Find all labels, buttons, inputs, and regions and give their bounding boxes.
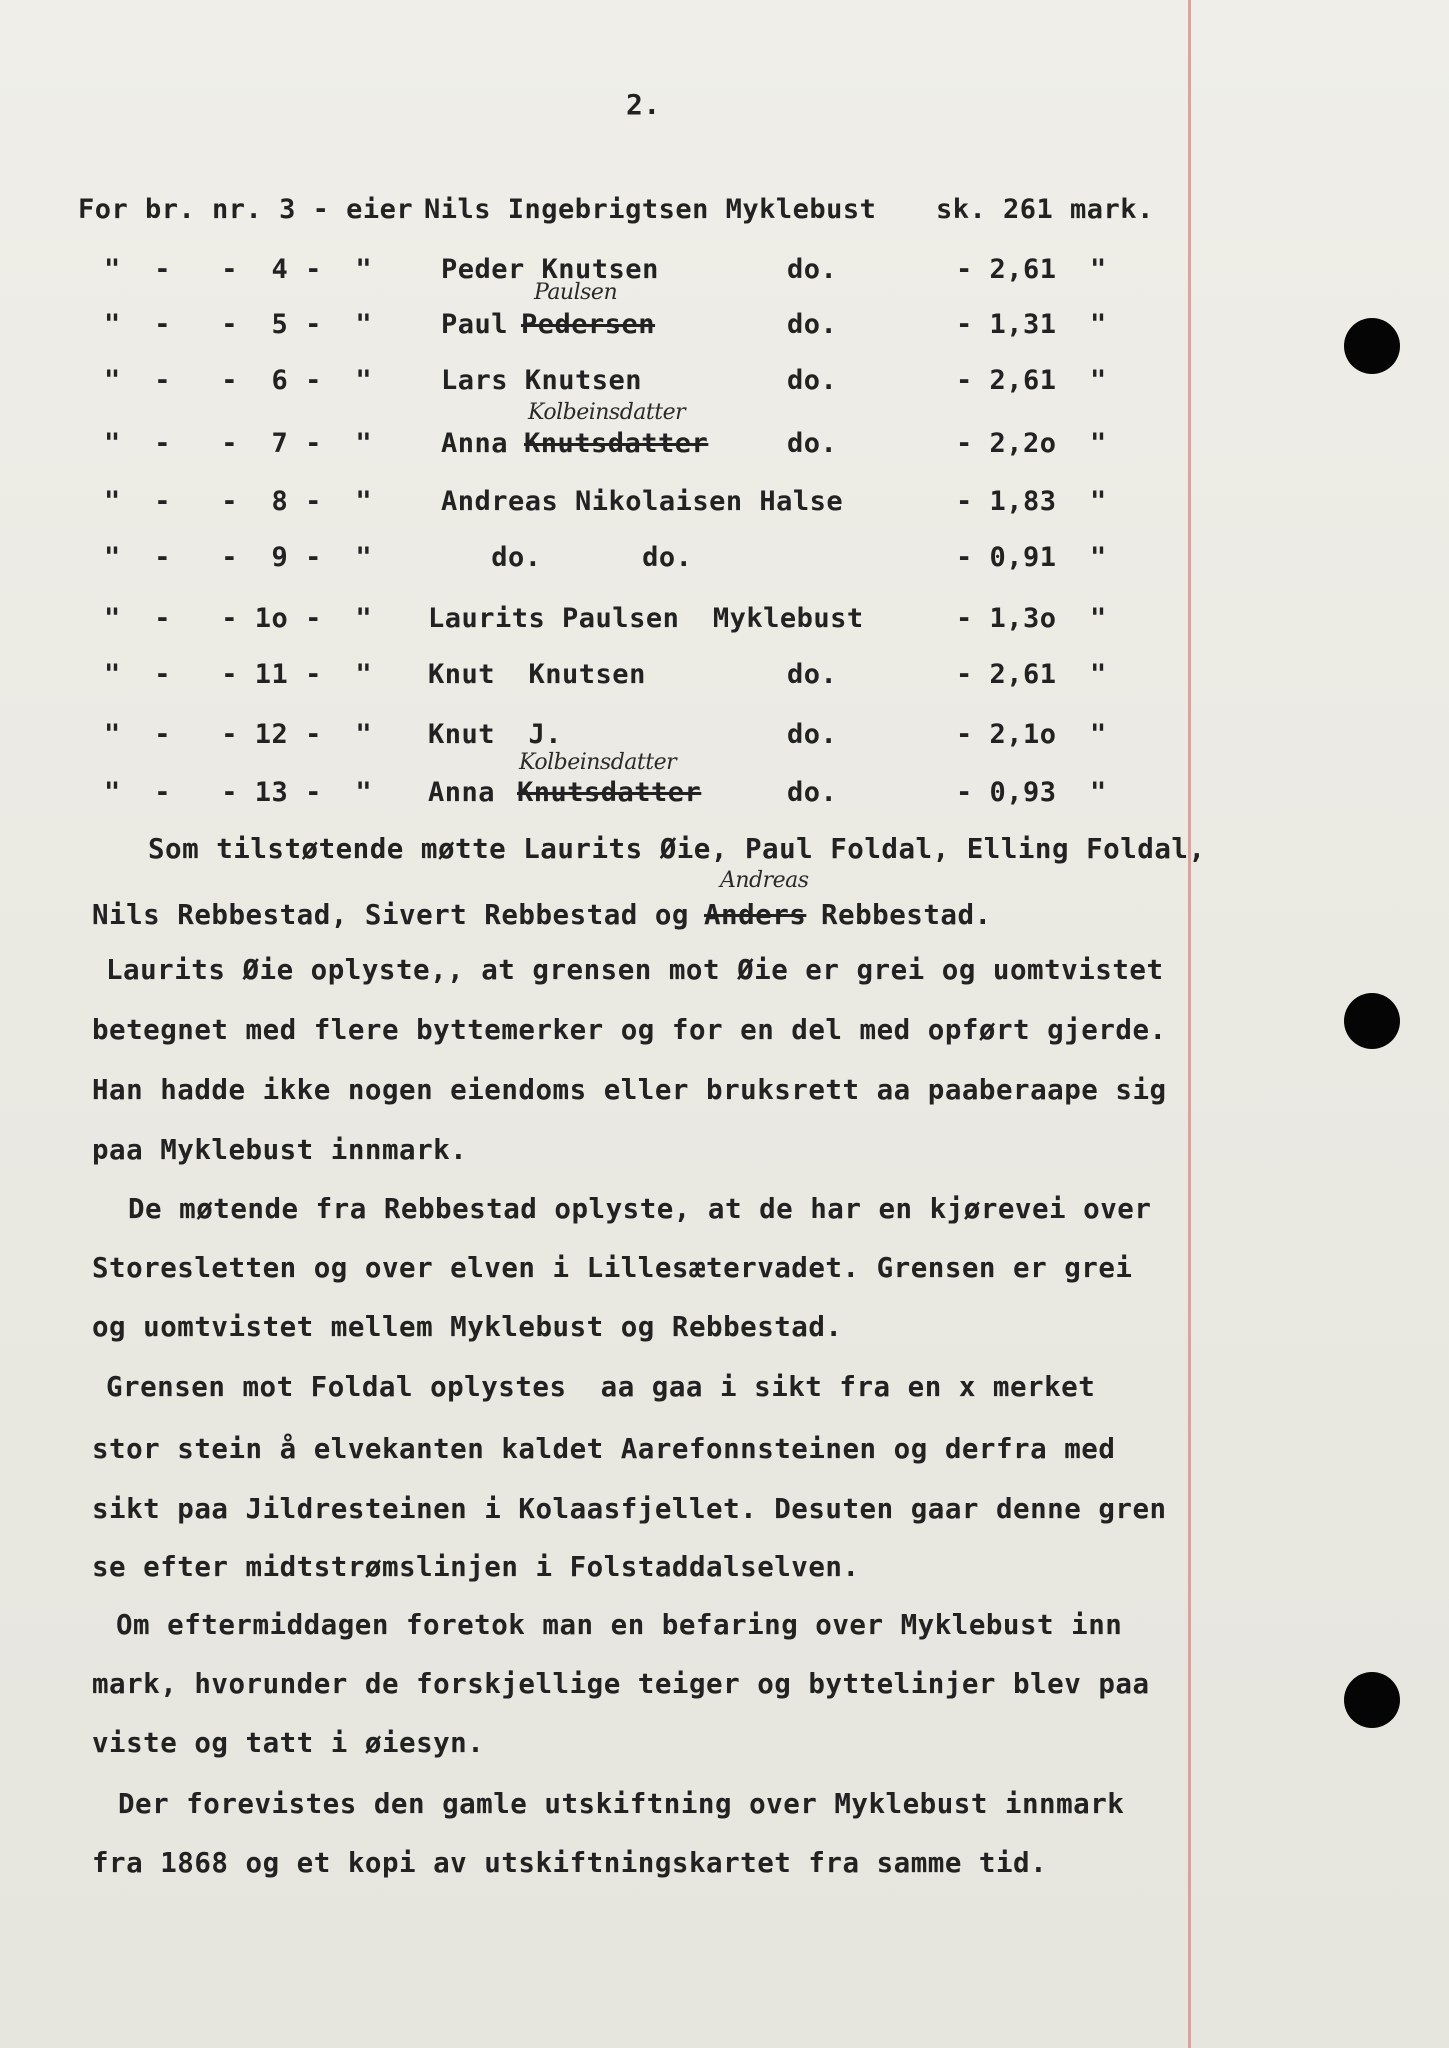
- text-line: Som tilstøtende møtte Laurits Øie, Paul Foldal, Elling Foldal,: [148, 833, 1206, 865]
- handwritten-insert: Andreas: [720, 868, 809, 893]
- row-prefix: " - - 7 - ": [104, 428, 373, 459]
- row-value: - 0,93 ": [956, 777, 1107, 808]
- text-line: sikt paa Jildresteinen i Kolaasfjellet. Desuten gaar denne gren: [92, 1493, 1167, 1525]
- text-line: stor stein å elvekanten kaldet Aarefonnsteinen og derfra med: [92, 1433, 1116, 1465]
- row-name: Andreas Nikolaisen Halse: [441, 486, 844, 517]
- text-line: Laurits Øie oplyste,, at grensen mot Øie er grei og uomtvistet: [106, 954, 1164, 986]
- punch-hole: [1344, 993, 1400, 1049]
- punch-hole: [1344, 1672, 1400, 1728]
- row-name: Lars Knutsen: [441, 365, 643, 396]
- row-ditto: do.: [787, 777, 838, 808]
- struck-word: Knutsdatter: [524, 428, 709, 459]
- row-value: - 1,3o ": [956, 603, 1107, 634]
- row-ditto: do.: [787, 659, 838, 690]
- text-line: Nils Rebbestad, Sivert Rebbestad og: [92, 899, 689, 931]
- row-prefix: " - - 8 - ": [104, 486, 373, 517]
- row-prefix: " - - 12 - ": [104, 719, 373, 750]
- row-ditto: do.: [787, 428, 838, 459]
- page-number: 2.: [626, 88, 661, 121]
- row-value: - 2,1o ": [956, 719, 1107, 750]
- handwritten-insert: Paulsen: [534, 280, 618, 305]
- row-name: Anna: [428, 777, 496, 808]
- red-margin-line: [1188, 0, 1191, 2048]
- text-line: Der forevistes den gamle utskiftning over Myklebust innmark: [118, 1788, 1125, 1820]
- row-value: - 1,83 ": [956, 486, 1107, 517]
- text-line: paa Myklebust innmark.: [92, 1134, 468, 1166]
- row-name: Laurits Paulsen Myklebust: [428, 603, 864, 634]
- row-name: Knut J.: [428, 719, 563, 750]
- punch-hole: [1344, 318, 1400, 374]
- row-ditto: do.: [787, 254, 838, 285]
- row-prefix: " - - 13 - ": [104, 777, 373, 808]
- row-ditto: do.: [787, 309, 838, 340]
- struck-word: Anders: [704, 899, 807, 931]
- text-line: se efter midtstrømslinjen i Folstaddalselven.: [92, 1551, 860, 1583]
- row-value: - 1,31 ": [956, 309, 1107, 340]
- row-name: Peder Knutsen: [441, 254, 659, 285]
- text-line: Rebbestad.: [821, 899, 992, 931]
- row-name: Paul: [441, 309, 509, 340]
- text-line: fra 1868 og et kopi av utskiftningskartet fra samme tid.: [92, 1847, 1048, 1879]
- text-line: Storesletten og over elven i Lillesætervadet. Grensen er grei: [92, 1252, 1133, 1284]
- row-ditto: do.: [787, 719, 838, 750]
- row-prefix: " - - 11 - ": [104, 659, 373, 690]
- handwritten-insert: Kolbeinsdatter: [519, 750, 677, 775]
- row-prefix: " - - 1o - ": [104, 603, 373, 634]
- text-line: betegnet med flere byttemerker og for en del med opført gjerde.: [92, 1014, 1167, 1046]
- struck-word: Knutsdatter: [517, 777, 702, 808]
- handwritten-insert: Kolbeinsdatter: [528, 400, 686, 425]
- row-value: - 2,61 ": [956, 254, 1107, 285]
- row-value: - 0,91 ": [956, 542, 1107, 573]
- row-prefix: " - - 6 - ": [104, 365, 373, 396]
- row-name: Nils Ingebrigtsen Myklebust: [424, 194, 877, 225]
- text-line: Om eftermiddagen foretok man en befaring over Myklebust inn: [116, 1609, 1123, 1641]
- row-prefix: " - - 5 - ": [104, 309, 373, 340]
- row-prefix: " - - 9 - ": [104, 542, 373, 573]
- row-prefix: For br. nr. 3 - eier: [78, 194, 414, 225]
- row-value: - 2,61 ": [956, 365, 1107, 396]
- text-line: viste og tatt i øiesyn.: [92, 1727, 485, 1759]
- row-name: Knut Knutsen: [428, 659, 646, 690]
- text-line: Han hadde ikke nogen eiendoms eller bruksrett aa paaberaape sig: [92, 1074, 1167, 1106]
- row-value: - 2,61 ": [956, 659, 1107, 690]
- struck-word: Pedersen: [521, 309, 656, 340]
- text-line: og uomtvistet mellem Myklebust og Rebbestad.: [92, 1311, 843, 1343]
- row-value: sk. 261 mark.: [936, 194, 1154, 225]
- text-line: Grensen mot Foldal oplystes aa gaa i sikt fra en x merket: [106, 1371, 1096, 1403]
- row-name: do. do.: [441, 542, 693, 573]
- row-ditto: do.: [787, 365, 838, 396]
- row-prefix: " - - 4 - ": [104, 254, 373, 285]
- row-value: - 2,2o ": [956, 428, 1107, 459]
- row-name: Anna: [441, 428, 509, 459]
- text-line: De møtende fra Rebbestad oplyste, at de har en kjørevei over: [128, 1193, 1152, 1225]
- text-line: mark, hvorunder de forskjellige teiger og byttelinjer blev paa: [92, 1668, 1150, 1700]
